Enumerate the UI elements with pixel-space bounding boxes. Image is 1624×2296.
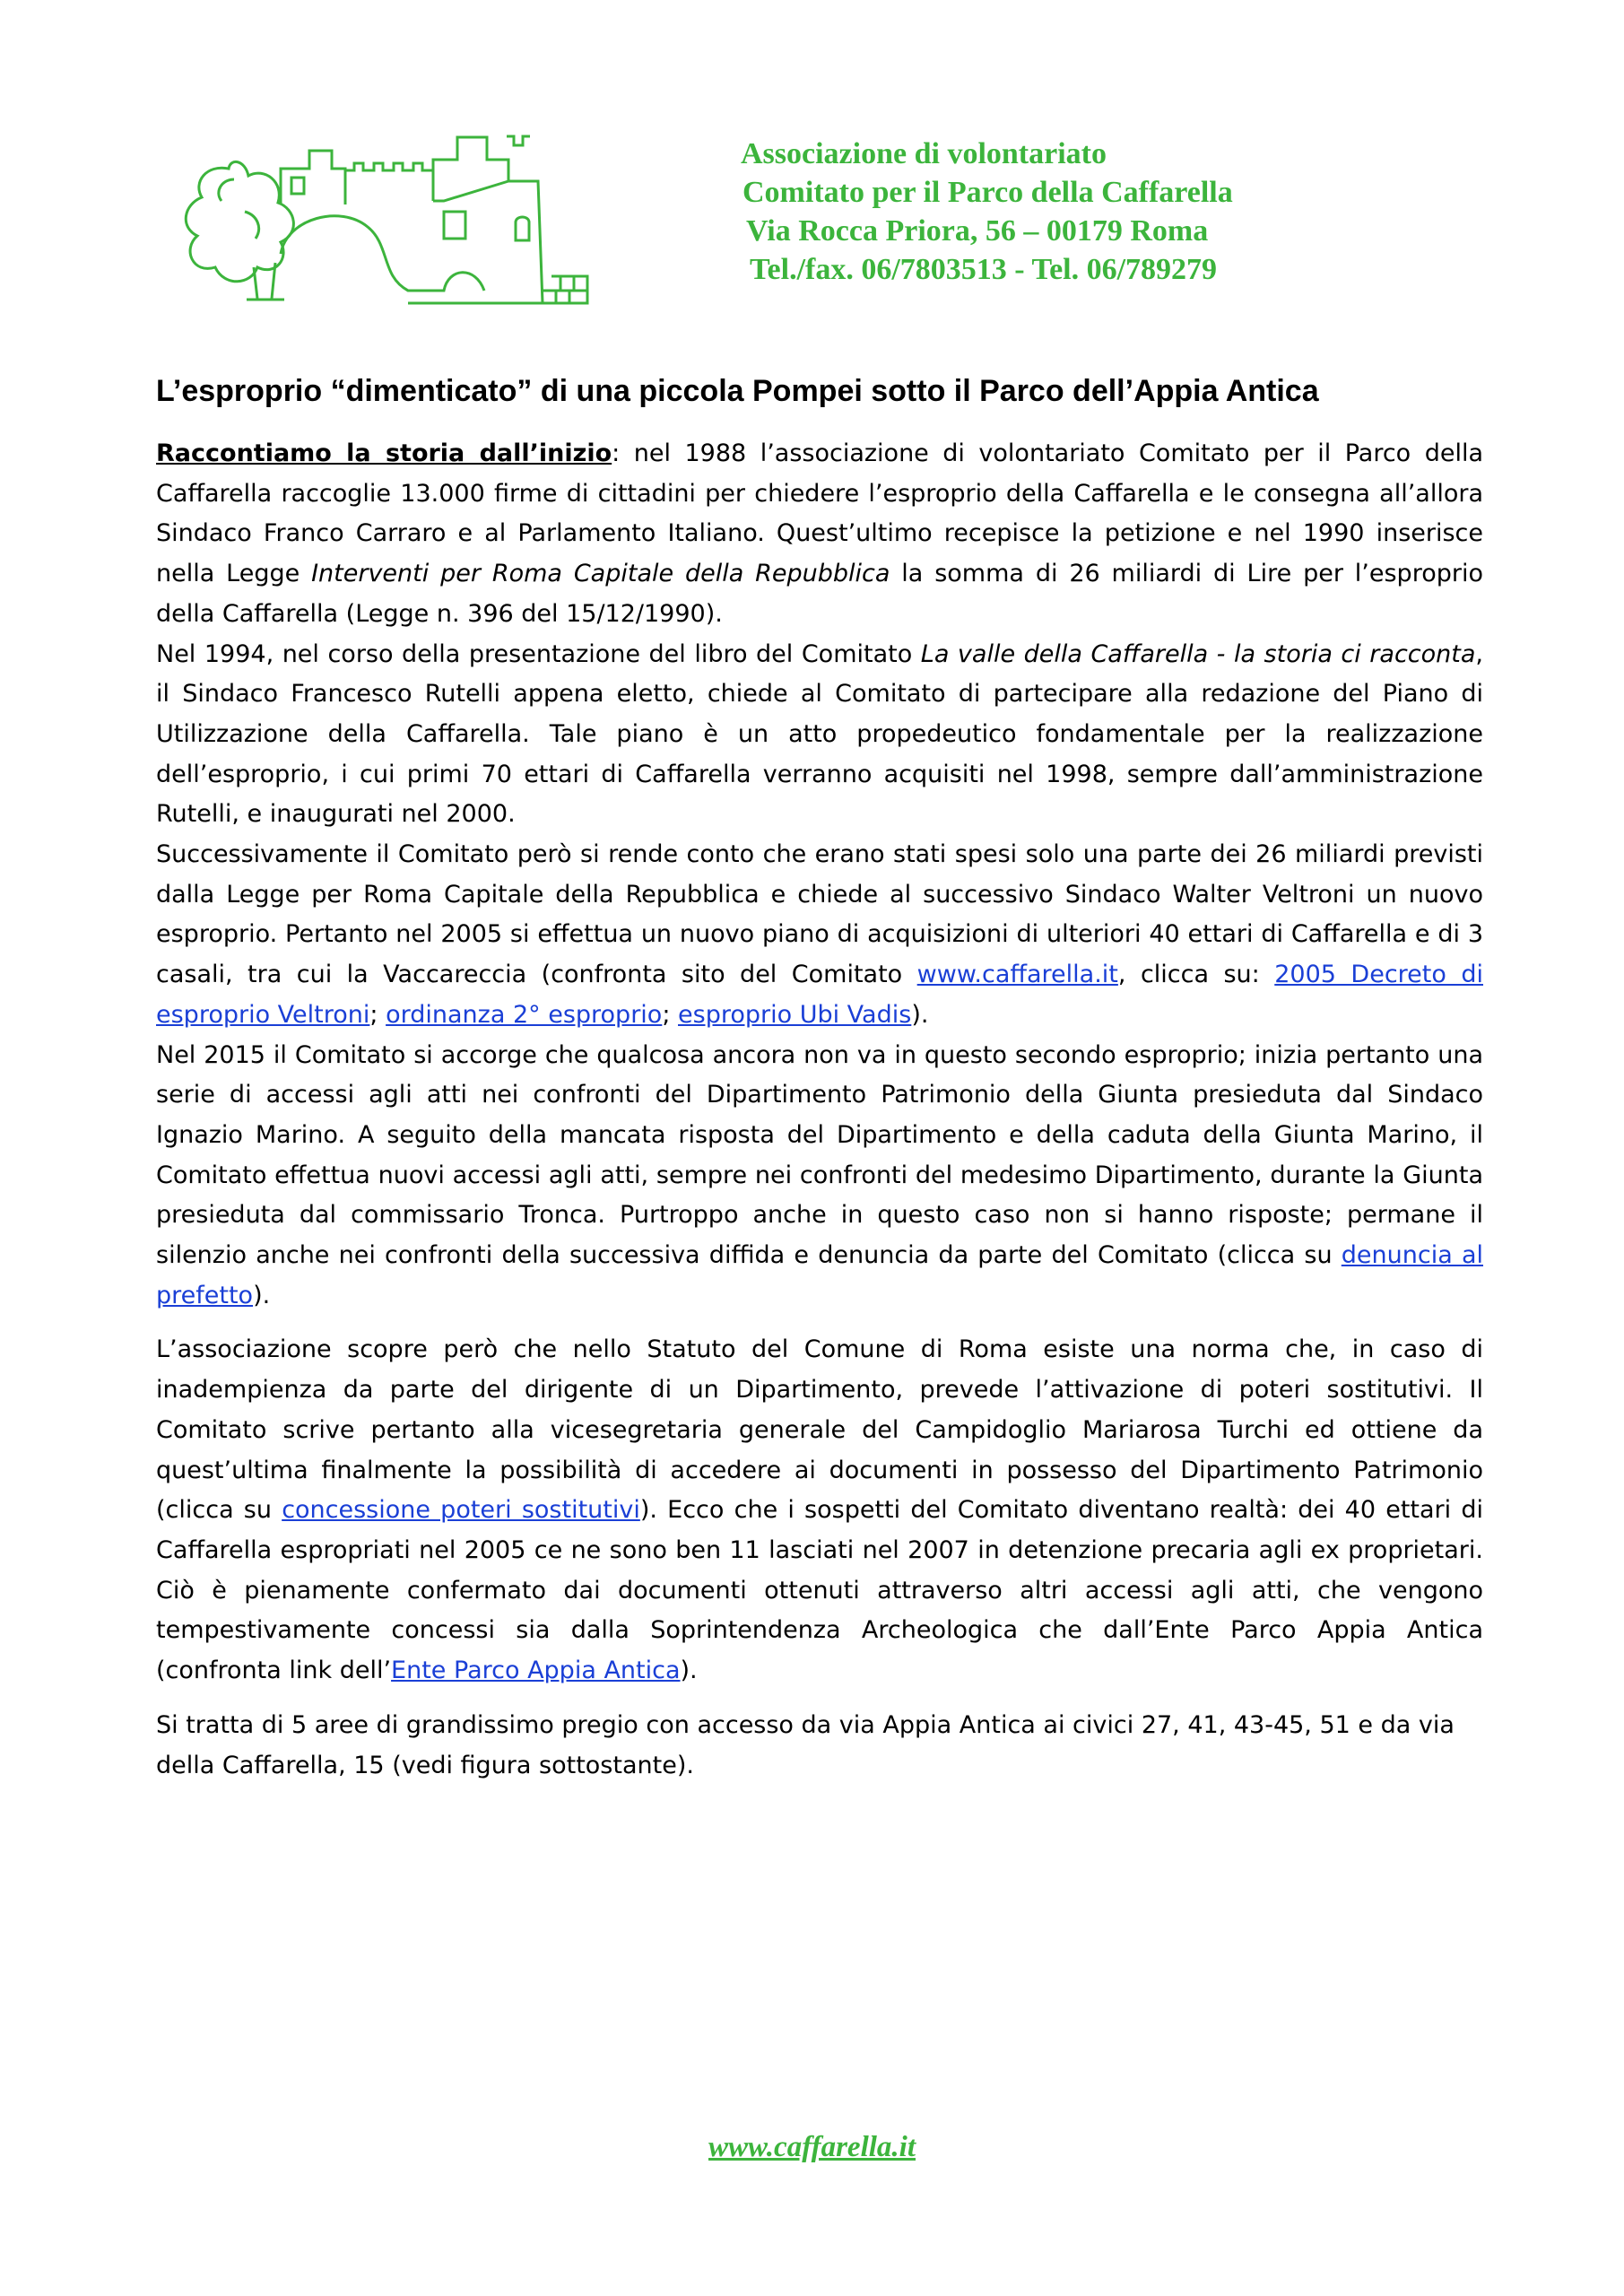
link-denuncia-prefetto[interactable]: denuncia al prefetto (156, 1241, 1483, 1309)
text-span: L’associazione scopre però che nello Statuto del Comune di Roma esiste una norma che, in caso di inadempienza da parte del dirigente di un Dipartimento, prevede l’attivazione di poteri sostitutivi. Il Comitato scrive pertanto alla vicesegretaria generale del Campidoglio Mariarosa Turchi ed ottiene da quest’ultima finalmente la possibilità di accedere ai documenti in possesso del Dipartimento Patrimonio (clicca su (156, 1335, 1483, 1525)
text-span: : nel 1988 l’associazione di volontariato Comitato per il Parco della Caffarella raccoglie 13.000 firme di cittadini per chiedere l’esproprio della Caffarella e le consegna all’allora Sindaco Franco Carraro e al Parlamento Italiano. Quest’ultimo recepisce la petizione e nel 1990 inserisce nella Legge (156, 439, 1483, 588)
text-span: la somma di 26 miliardi di Lire per l’esproprio della Caffarella (Legge n. 396 del 15/12/1990). (156, 560, 1483, 628)
paragraph-2 (156, 635, 1483, 836)
text-span: ). Ecco che i sospetti del Comitato diventano realtà: dei 40 ettari di Caffarella espropriati nel 2005 ce ne sono ben 11 lasciati nel 2007 in detenzione precaria agli ex proprietari. Ciò è pienamente confermato dai documenti ottenuti attraverso altri accessi agli atti, che vengono tempestivamente concessi sia dalla Soprintendenza Archeologica che dall’Ente Parco Appia Antica (confronta link dell’ (156, 1496, 1483, 1685)
book-title: La valle della Caffarella - la storia ci racconta (920, 639, 1476, 668)
text-span: ; (369, 1000, 386, 1029)
footer (0, 2131, 1624, 2164)
paragraph-6: Si tratta di 5 aree di grandissimo pregio con accesso da via Appia Antica ai civici 27, 41, 43-45, 51 e da via della Caffarella, 15 (vedi figura sottostante). (156, 1710, 1455, 1779)
organization-header (741, 135, 1368, 289)
text-span: Nel 2015 il Comitato si accorge che qualcosa ancora non va in questo secondo esproprio; inizia pertanto una serie di accessi agli atti nei confronti del Dipartimento Patrimonio della Giunta presieduta dal Sindaco Ignazio Marino. A seguito della mancata risposta del Dipartimento e della caduta della Giunta Marino, il Comitato effettua nuovi accessi agli atti, sempre nei confronti del medesimo Dipartimento, durante la Giunta presieduta dal commissario Tronca. Purtroppo anche in questo caso non si hanno risposte; permane il silenzio anche nei confronti della successiva diffida e denuncia da parte del Comitato (clicca su (156, 1040, 1483, 1270)
text-span: ). (680, 1657, 698, 1685)
text-span: Nel 1994, nel corso della presentazione del libro del Comitato (156, 639, 921, 668)
text-span: , clicca su: (1117, 961, 1275, 989)
org-address-line: Via Rocca Priora, 56 – 00179 Roma (746, 214, 1209, 248)
link-esproprio-ubi-vadis[interactable]: esproprio Ubi Vadis (678, 1000, 912, 1029)
lead-phrase: Raccontiamo la storia dall’inizio (156, 439, 612, 467)
link-ordinanza[interactable]: ordinanza 2° esproprio (386, 1000, 663, 1029)
article-body (156, 434, 1483, 1786)
text-span: ; (662, 1000, 679, 1029)
link-poteri-sostitutivi[interactable]: concessione poteri sostitutivi (282, 1496, 640, 1525)
paragraph-3 (156, 835, 1483, 1036)
paragraph-5 (156, 1330, 1483, 1691)
paragraph-1 (156, 434, 1483, 635)
link-decreto-veltroni[interactable]: 2005 Decreto di esproprio Veltroni (156, 961, 1483, 1029)
house-and-tree-icon (175, 133, 646, 310)
link-ente-parco[interactable]: Ente Parco Appia Antica (391, 1657, 681, 1685)
text-span: ). (911, 1000, 929, 1029)
law-title: Interventi per Roma Capitale della Repubblica (311, 560, 890, 588)
paragraph-4 (156, 1036, 1483, 1317)
text-span: , il Sindaco Francesco Rutelli appena eletto, chiede al Comitato di partecipare alla redazione del Piano di Utilizzazione della Caffarella. Tale piano è un atto propedeutico fondamentale per la realizzazione dell’esproprio, i cui primi 70 ettari di Caffarella verranno acquisiti nel 1998, sempre dall’amministrazione Rutelli, e inaugurati nel 2000. (156, 639, 1483, 829)
link-caffarella-site[interactable]: www.caffarella.it (916, 961, 1118, 989)
org-committee-line: Comitato per il Parco della Caffarella (743, 176, 1233, 209)
text-span: Successivamente il Comitato però si rende conto che erano stati spesi solo una parte dei 26 miliardi previsti dalla Legge per Roma Capitale della Repubblica e chiede al successivo Sindaco Walter Veltroni un nuovo esproprio. Pertanto nel 2005 si effettua un nuovo piano di acquisizioni di ulteriori 40 ettari di Caffarella e di 3 casali, tra cui la Vaccareccia (confronta sito del Comitato (156, 840, 1483, 989)
text-span: ). (253, 1281, 271, 1309)
org-name-line: Associazione di volontariato (741, 137, 1107, 170)
org-phone-line: Tel./fax. 06/7803513 - Tel. 06/789279 (750, 253, 1218, 286)
footer-site-link[interactable]: www.caffarella.it (708, 2131, 916, 2163)
article-title: L’esproprio “dimenticato” di una piccola Pompei sotto il Parco dell’Appia Antica (156, 374, 1319, 408)
